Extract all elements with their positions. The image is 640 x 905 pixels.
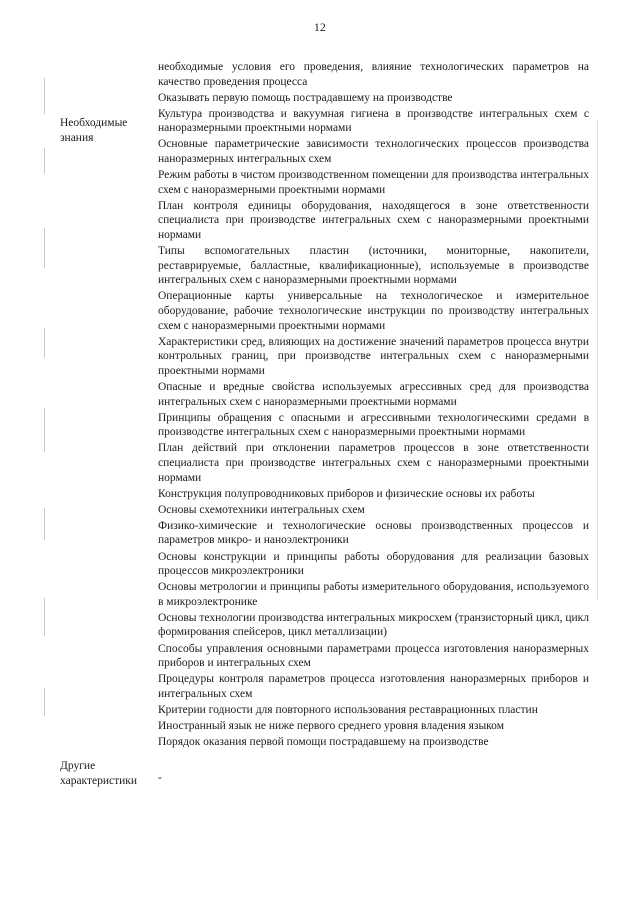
list-item: Опасные и вредные свойства используемых агрессивных сред для производства интегральных схем с наноразмерными проектными нормами <box>158 380 589 408</box>
list-item: необходимые условия его проведения, влияние технологических параметров на качество проведения процесса <box>158 61 589 88</box>
list-item: Основы схемотехники интегральных схем <box>158 503 365 516</box>
row-label-line1: Необходимые <box>60 117 128 129</box>
list-item: Критерии годности для повторного использования реставрационных пластин <box>158 703 538 716</box>
list-item: Процедуры контроля параметров процесса изготовления наноразмерных приборов и интегральных схем <box>158 673 589 700</box>
table-row <box>48 60 593 751</box>
row-label-cell <box>48 60 156 145</box>
list-item: Режим работы в чистом производственном помещении для производства интегральных схем с наноразмерными проектными нормами <box>158 169 589 196</box>
list-item: План действий при отклонении параметров процессов в зоне ответственности специалиста при производстве интегральных схем с наноразмерными проектными нормами <box>158 442 589 484</box>
page-number: 12 <box>314 22 326 34</box>
list-item: - <box>158 771 162 784</box>
table-row <box>48 759 593 797</box>
list-item: Иностранный язык не ниже первого среднего уровня владения языком <box>158 720 504 733</box>
list-item: Основные параметрические зависимости технологических процессов производства наноразмерных интегральных схем <box>158 138 589 166</box>
list-item: Основы технологии производства интегральных микросхем (транзисторный цикл, цикл формирования спейсеров, цикл металлизации) <box>158 611 589 639</box>
list-item: Конструкция полупроводниковых приборов и физические основы их работы <box>158 487 535 500</box>
list-item: Способы управления основными параметрами процесса изготовления наноразмерных приборов и интегральных схем <box>158 642 589 670</box>
row-label-line1: Другие <box>60 760 96 773</box>
list-item: Характеристики сред, влияющих на достижение значений параметров процесса внутри контрольных границ, при производстве интегральных схем с наноразмерными проектными нормами <box>158 335 589 377</box>
list-item: Принципы обращения с опасными и агрессивными технологическими средами в производстве интегральных схем с наноразмерными проектными нормами <box>158 411 589 439</box>
list-item: Культура производства и вакуумная гигиена в производстве интегральных схем с наноразмерными проектными нормами <box>158 107 589 135</box>
list-item: План контроля единицы оборудования, находящегося в зоне ответственности специалиста при производстве интегральных схем с наноразмерными проектными нормами <box>158 199 589 242</box>
list-item: Порядок оказания первой помощи пострадавшему на производстве <box>158 736 489 749</box>
list-item: Основы метрологии и принципы работы измерительного оборудования, используемого в микроэлектронике <box>158 581 589 608</box>
scan-edge-mark <box>597 120 598 600</box>
row-label-line2: знания <box>60 131 94 144</box>
requirements-table <box>48 60 593 797</box>
row-label-line2: характеристики <box>60 774 138 787</box>
row-content-cell <box>156 759 593 797</box>
list-item: Типы вспомогательных пластин (источники, мониторные, накопители, реставрируемые, балластные, квалификационные), используемые в производстве интегральных схем с наноразмерными проектными нормами <box>158 245 589 287</box>
scan-artifacts <box>44 78 46 778</box>
row-content-cell <box>156 60 593 751</box>
list-item: Физико-химические и технологические основы производственных процессов и параметров микро- и наноэлектроники <box>158 519 589 547</box>
list-item: Основы конструкции и принципы работы оборудования для реализации базовых процессов микроэлектроники <box>158 550 589 578</box>
list-item: Оказывать первую помощь пострадавшему на производстве <box>158 91 453 104</box>
row-label-cell <box>48 759 156 788</box>
list-item: Операционные карты универсальные на технологическое и измерительное оборудование, рабочие технологические инструкции по производству интегральных схем с наноразмерными проектными нормами <box>158 290 589 332</box>
